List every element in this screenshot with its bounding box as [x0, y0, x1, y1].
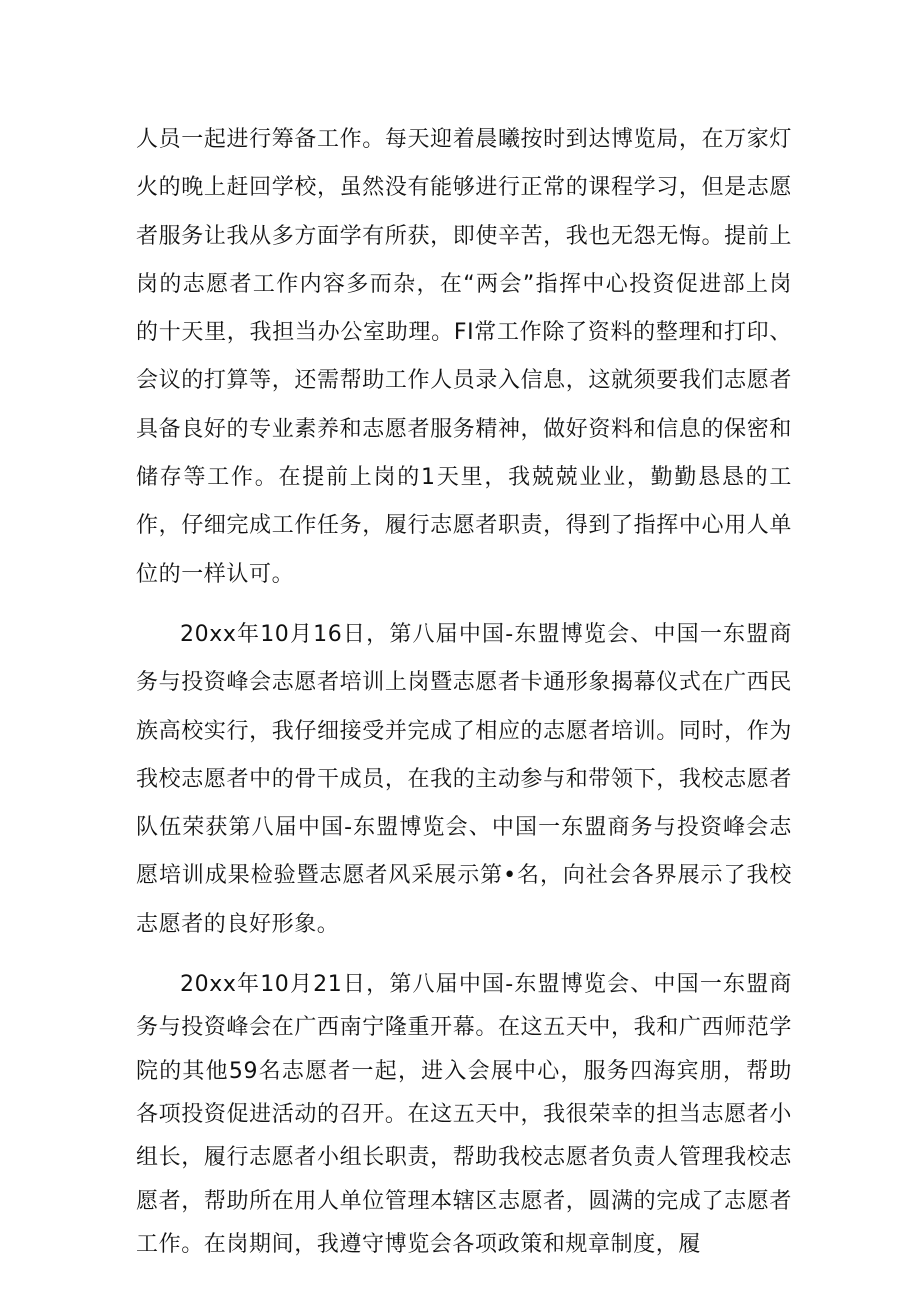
paragraph-volunteer-training: 20xx年10月16日，第八届中国-东盟博览会、中国一东盟商务与投资峰会志愿者培训上岗暨志愿者卡通形象揭幕仪式在广西民族高校实行，我仔细接受并完成了相应的志愿者培训。同时，作为我校志愿者中的骨干成员，在我的主动参与和带领下，我校志愿者队伍荣获第八届中国-东盟博览会、中国一东盟商务与投资峰会志愿培训成果检验暨志愿者风采展示第•名，向社会各界展示了我校志愿者的良好形象。 — [136, 621, 792, 937]
paragraph-expo-opening: 20xx年10月21日，第八届中国-东盟博览会、中国一东盟商务与投资峰会在广西南宁隆重开幕。在这五天中，我和广西师范学院的其他59名志愿者一起，进入会展中心，服务四海宾朋，帮助各项投资促进活动的召开。在这五天中，我很荣幸的担当志愿者小组长，履行志愿者小组长职责，帮助我校志愿者负责人管理我校志愿者，帮助所在用人单位管理本辖区志愿者，圆满的完成了志愿者工作。在岗期间，我遵守博览会各项政策和规章制度，履 — [136, 972, 792, 1257]
document-body — [136, 116, 792, 1266]
paragraph-volunteer-preparation: 人员一起进行筹备工作。每天迎着晨曦按时到达博览局，在万家灯火的晚上赶回学校，虽然没有能够进行正常的课程学习，但是志愿者服务让我从多方面学有所获，即使辛苦，我也无怨无悔。提前上岗的志愿者工作内容多而杂，在“两会”指挥中心投资促进部上岗的十天里，我担当办公室助理。FI常工作除了资料的整理和打印、会议的打算等，还需帮助工作人员录入信息，这就须要我们志愿者具备良好的专业素养和志愿者服务精神，做好资料和信息的保密和储存等工作。在提前上岗的1天里，我兢兢业业，勤勤恳恳的工作，仔细完成工作任务，履行志愿者职责，得到了指挥中心用人单位的一样认可。 — [136, 127, 792, 587]
